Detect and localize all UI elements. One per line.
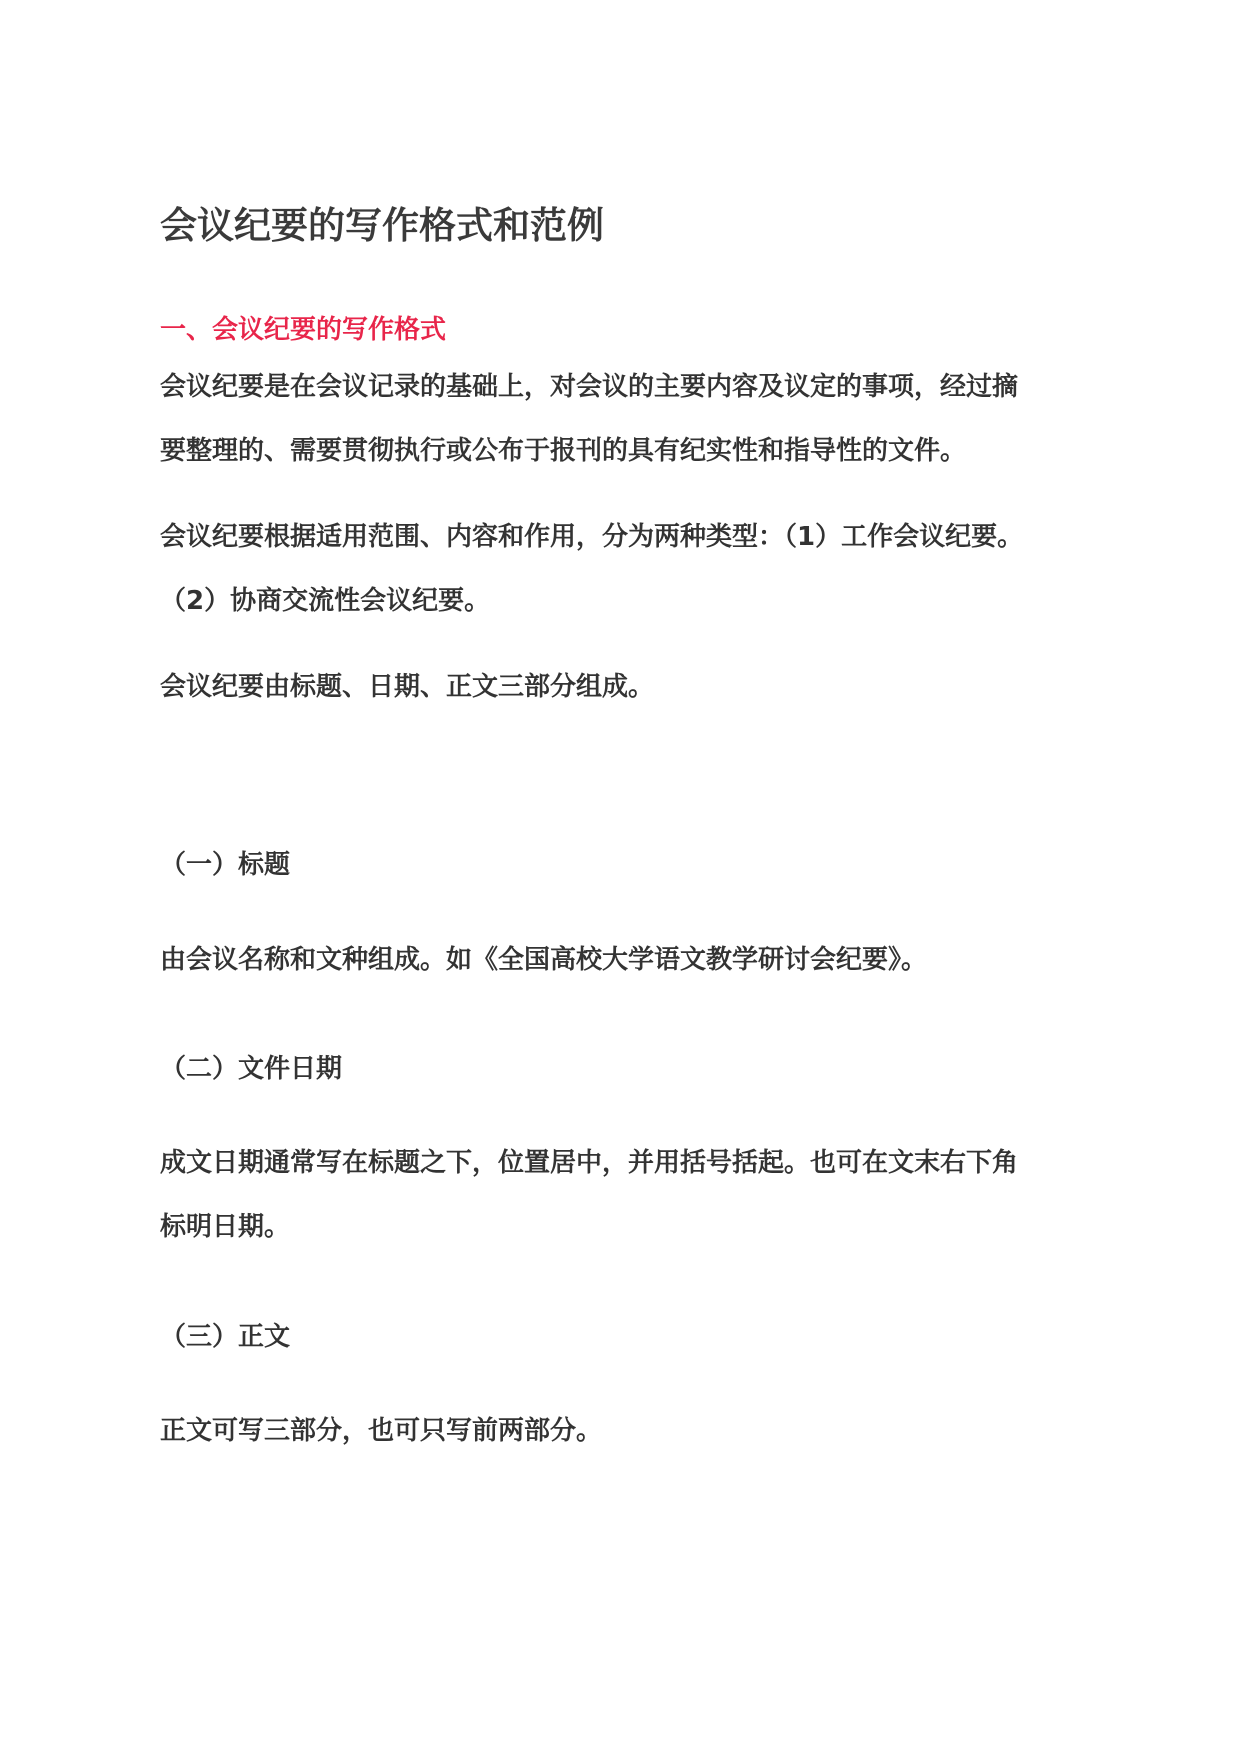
paragraph-line: （2）协商交流性会议纪要。	[160, 586, 491, 616]
subheading-body: （三）正文	[160, 1322, 291, 1352]
paragraph-line: 会议纪要根据适用范围、内容和作用，分为两种类型：（1）工作会议纪要。	[160, 522, 1024, 552]
document-title: 会议纪要的写作格式和范例	[160, 204, 604, 247]
subheading-date: （二）文件日期	[160, 1054, 343, 1084]
paragraph-line: 会议纪要是在会议记录的基础上，对会议的主要内容及议定的事项，经过摘	[160, 372, 1019, 402]
paragraph-line: 正文可写三部分，也可只写前两部分。	[160, 1416, 603, 1446]
paragraph-line: 会议纪要由标题、日期、正文三部分组成。	[160, 672, 655, 702]
section-heading: 一、会议纪要的写作格式	[160, 315, 447, 345]
paragraph-line: 标明日期。	[160, 1212, 291, 1242]
paragraph-body-desc	[160, 1399, 1105, 1463]
paragraph-composition	[160, 655, 1105, 719]
paragraph-date-desc	[160, 1131, 1105, 1259]
paragraph-line: 由会议名称和文种组成。如《全国高校大学语文教学研讨会纪要》。	[160, 945, 928, 975]
paragraph-title-desc	[160, 928, 1105, 992]
subheading-title: （一）标题	[160, 850, 291, 880]
paragraph-line: 要整理的、需要贯彻执行或公布于报刊的具有纪实性和指导性的文件。	[160, 436, 967, 466]
paragraph-line: 成文日期通常写在标题之下，位置居中，并用括号括起。也可在文末右下角	[160, 1148, 1019, 1178]
paragraph-types	[160, 505, 1105, 633]
paragraph-definition	[160, 355, 1105, 483]
